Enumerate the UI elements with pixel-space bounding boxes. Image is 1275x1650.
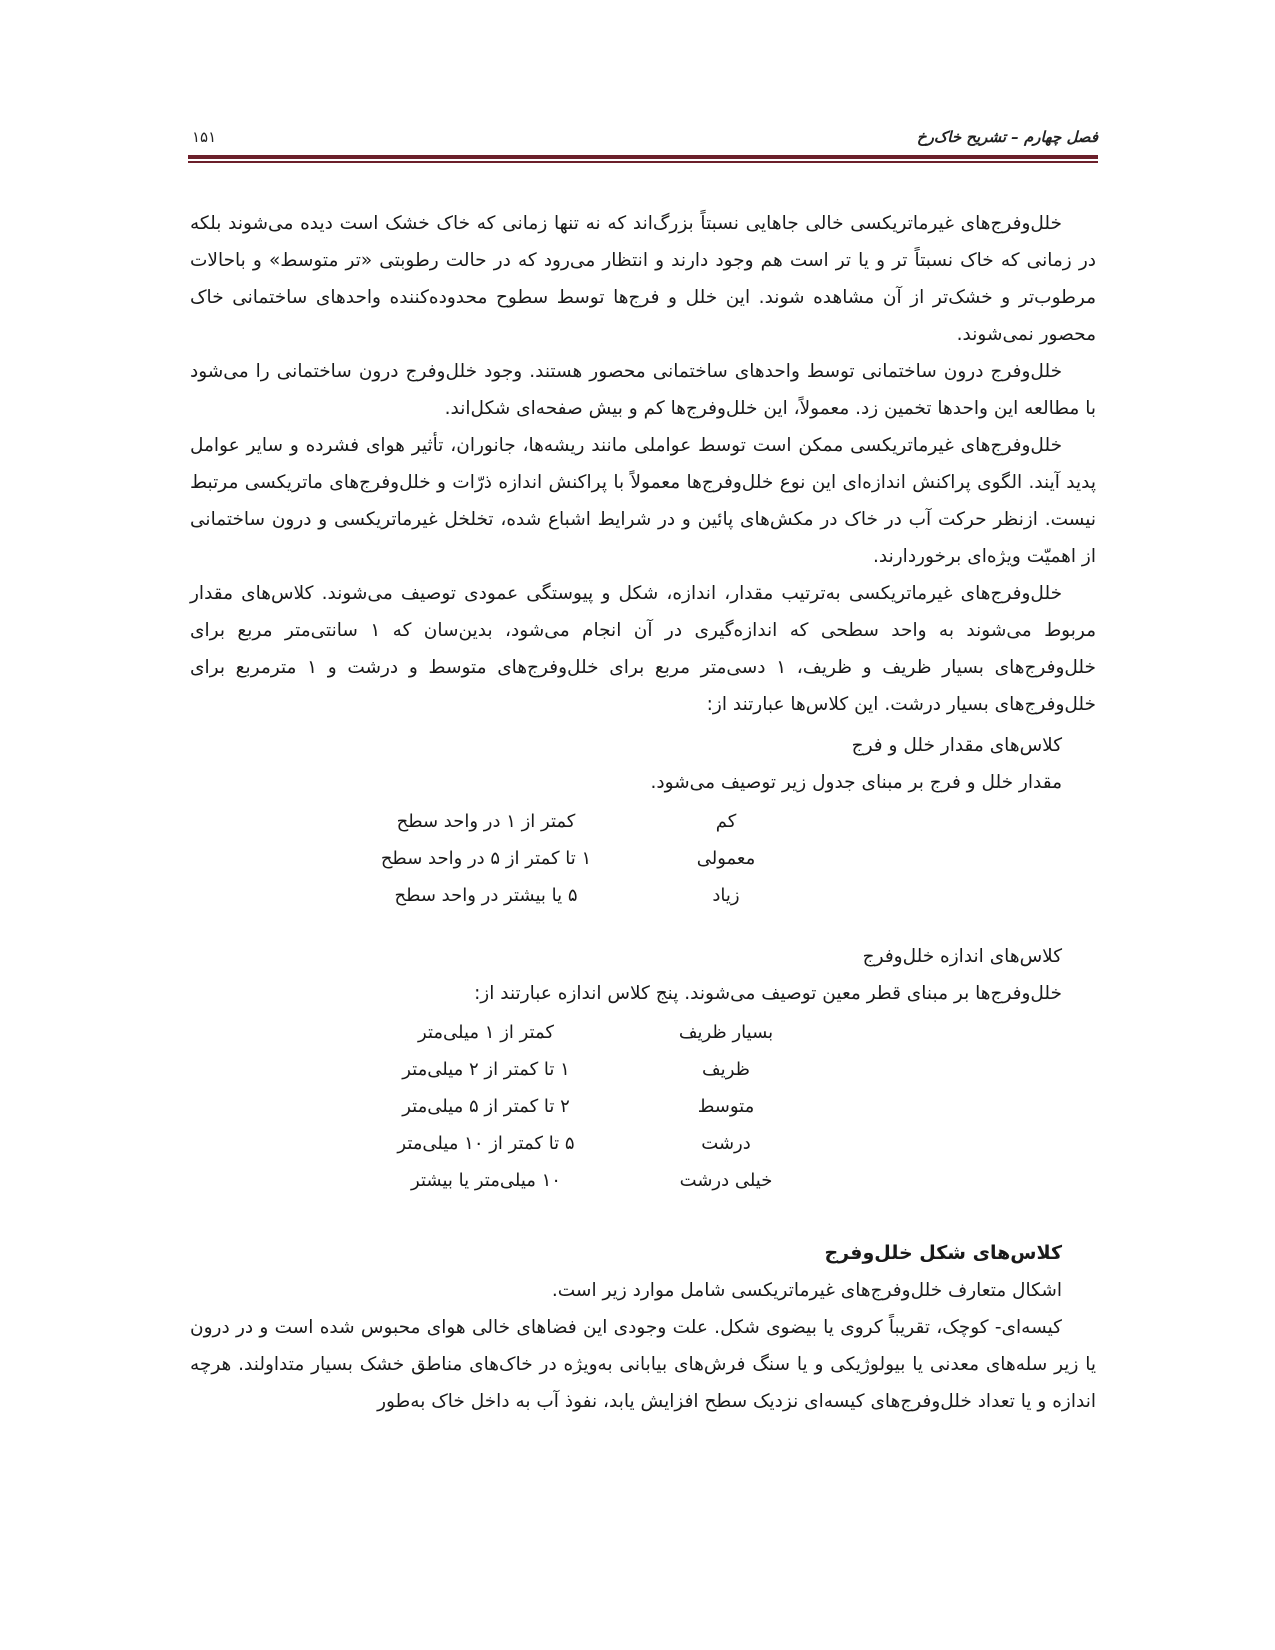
size-classes-table xyxy=(371,1014,851,1199)
quantity-classes-heading: کلاس‌های مقدار خلل و فرج xyxy=(851,735,1062,756)
class-term: خیلی درشت xyxy=(679,1170,773,1191)
class-definition: ۲ تا کمتر از ۵ میلی‌متر xyxy=(402,1096,570,1117)
page-number: ۱۵۱ xyxy=(192,128,217,146)
spacer xyxy=(190,914,1096,934)
paragraph-pore-description: خلل‌وفرج‌های غیرماتریکسی به‌ترتیب مقدار، اندازه، شکل و پیوستگی عمودی توصیف می‌شوند. کلاس‌های مقدار مربوط می‌شوند به واحد سطحی که اندازه‌گیری در آن انجام می‌شود، بدین‌سان که ۱ سانتی‌متر مربع برای خلل‌وفرج‌های بسیار ظریف و ظریف، ۱ دسی‌متر مربع برای خلل‌وفرج‌های متوسط و درشت و ۱ مترمربع برای خلل‌وفرج‌های بسیار درشت. این کلاس‌ها عبارتند از: xyxy=(190,583,1096,715)
class-term: معمولی xyxy=(696,848,756,869)
page-body xyxy=(190,205,1096,1420)
page-header xyxy=(188,124,1098,164)
running-title: فصل چهارم – تشریح خاک‌رخ xyxy=(916,128,1098,146)
class-term: ظریف xyxy=(702,1059,750,1080)
size-classes-heading: کلاس‌های اندازه خلل‌وفرج xyxy=(862,946,1062,967)
class-definition: ۱ تا کمتر از ۲ میلی‌متر xyxy=(402,1059,570,1080)
class-definition: ۵ تا کمتر از ۱۰ میلی‌متر xyxy=(397,1133,575,1154)
table-row xyxy=(371,840,851,877)
quantity-classes-table xyxy=(371,803,851,914)
table-row xyxy=(371,877,851,914)
table-row xyxy=(371,1162,851,1199)
class-term: متوسط xyxy=(697,1096,755,1117)
paragraph-non-matrix-pores: خلل‌وفرج‌های غیرماتریکسی خالی جاهایی نسبتاً بزرگ‌اند که نه تنها زمانی که خاک خشک است دیده می‌شوند بلکه در زمانی که خاک نسبتاً تر و یا تر است هم وجود دارند و انتظار می‌رود که در حالت رطوبتی «تر متوسط» و باحالات مرطوب‌تر و خشک‌تر از آن مشاهده شوند. این خلل و فرج‌ها توسط سطوح محدوده‌کننده واحدهای ساختمانی خاک محصور نمی‌شوند. xyxy=(190,213,1096,345)
class-term: بسیار ظریف xyxy=(678,1022,774,1043)
paragraph-interpedal-pores: خلل‌وفرج درون ساختمانی توسط واحدهای ساختمانی محصور هستند. وجود خلل‌وفرج درون ساختمانی را می‌شود با مطالعه این واحدها تخمین زد. معمولاً، این خلل‌وفرج‌ها کم و بیش صفحه‌ای شکل‌اند. xyxy=(190,361,1096,419)
shape-classes-heading: کلاس‌های شکل خلل‌وفرج xyxy=(824,1242,1062,1264)
table-row xyxy=(371,1125,851,1162)
class-definition: ۱۰ میلی‌متر یا بیشتر xyxy=(411,1170,561,1191)
table-row xyxy=(371,1088,851,1125)
class-definition: ۵ یا بیشتر در واحد سطح xyxy=(394,885,578,906)
quantity-classes-intro: مقدار خلل و فرج بر مبنای جدول زیر توصیف می‌شود. xyxy=(650,772,1062,793)
class-definition: کمتر از ۱ میلی‌متر xyxy=(418,1022,554,1043)
header-rule-thick xyxy=(188,155,1098,159)
shape-classes-intro: اشکال متعارف خلل‌وفرج‌های غیرماتریکسی شامل موارد زیر است. xyxy=(551,1280,1062,1301)
paragraph-vesicular: کیسه‌ای- کوچک، تقریباً کروی یا بیضوی شکل. علت وجودی این فضاهای خالی هوای محبوس شده است و در درون یا زیر سله‌های معدنی یا بیولوژیکی و یا سنگ فرش‌های بیابانی به‌ویژه در خاک‌های مناطق خشک بسیار متداولند. هرچه اندازه و یا تعداد خلل‌وفرج‌های کیسه‌ای نزدیک سطح افزایش یابد، نفوذ آب به داخل خاک به‌طور xyxy=(190,1317,1096,1412)
paragraph-pore-origin: خلل‌وفرج‌های غیرماتریکسی ممکن است توسط عواملی مانند ریشه‌ها، جانوران، تأثیر هوای فشرده و سایر عوامل پدید آیند. الگوی پراکنش اندازه‌ای این نوع خلل‌وفرج‌ها معمولاً با پراکنش اندازه ذرّات و خلل‌وفرج‌های ماتریکسی مرتبط نیست. ازنظر حرکت آب در خاک در مکش‌های پائین و در شرایط اشباع شده، تخلخل غیرماتریکسی و درون ساختمانی از اهمیّت ویژه‌ای برخوردارند. xyxy=(190,435,1096,567)
header-rule-thin xyxy=(188,161,1098,163)
class-term: کم xyxy=(715,811,737,832)
class-term: زیاد xyxy=(712,885,740,906)
table-row xyxy=(371,1051,851,1088)
size-classes-intro: خلل‌وفرج‌ها بر مبنای قطر معین توصیف می‌شوند. پنج کلاس اندازه عبارتند از: xyxy=(474,983,1062,1004)
table-row xyxy=(371,803,851,840)
class-term: درشت xyxy=(701,1133,751,1154)
class-definition: ۱ تا کمتر از ۵ در واحد سطح xyxy=(380,848,592,869)
class-definition: کمتر از ۱ در واحد سطح xyxy=(396,811,576,832)
table-row xyxy=(371,1014,851,1051)
